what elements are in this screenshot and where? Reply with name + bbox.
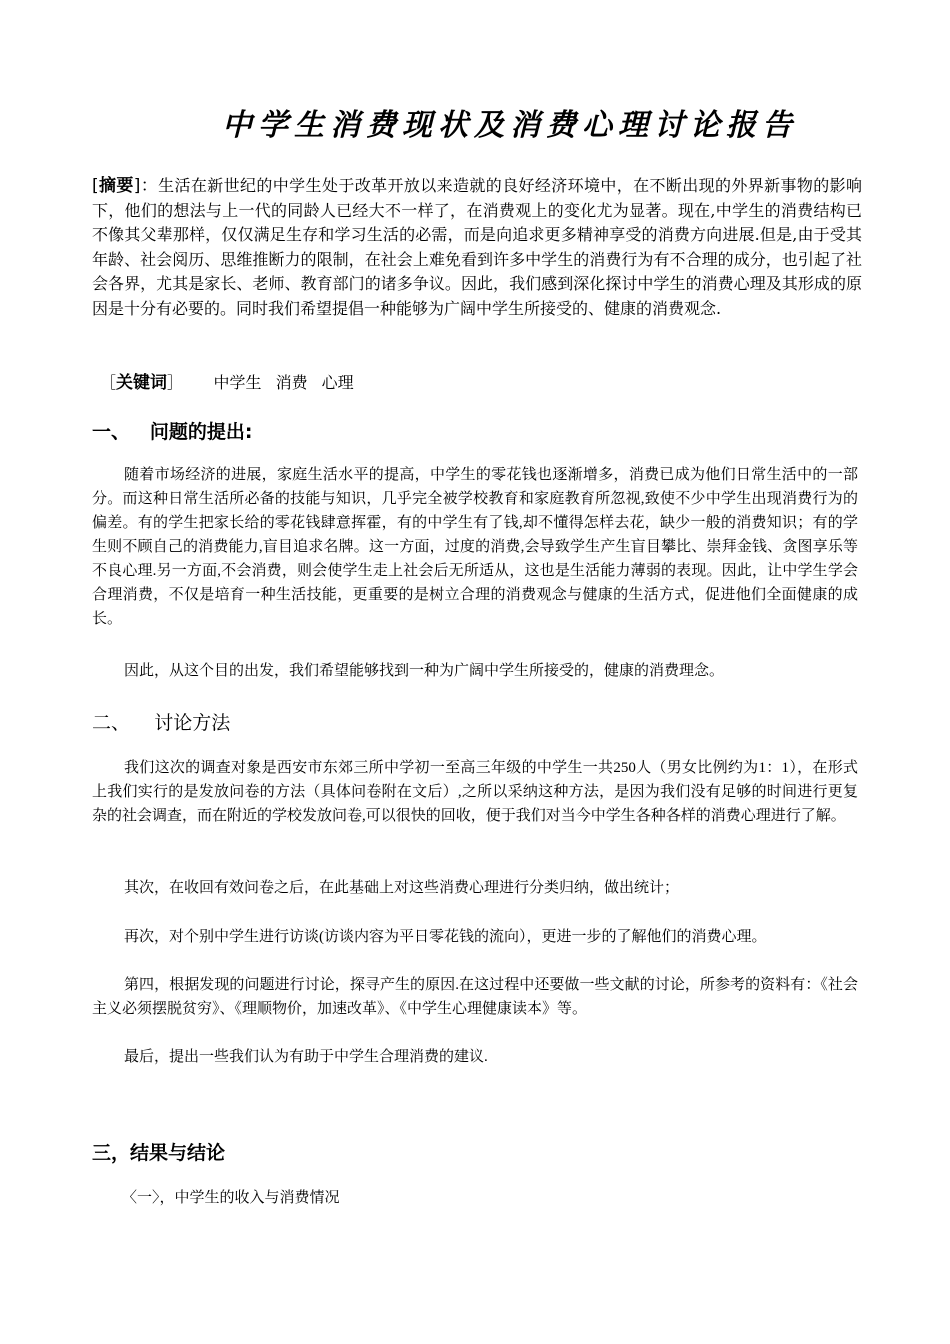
keywords-label: 关键词 bbox=[116, 373, 168, 393]
paragraph: 最后，提出一些我们认为有助于中学生合理消费的建议. bbox=[124, 1049, 488, 1065]
abstract-bracket-close: ]： bbox=[133, 176, 159, 196]
section-heading-2 bbox=[92, 708, 230, 735]
abstract-text: 生活在新世纪的中学生处于改革开放以来造就的良好经济环境中，在不断出现的外界新事物的影响下，他们的想法与上一代的同龄人已经大不一样了，在消费观上的变化尤为显著。现在,中学生的消费结构已不像其父辈那样，仅仅满足生存和学习生活的必需，而是向追求更多精神享受的消费方向进展.但是,由于受其年龄、社会阅历、思维推断力的限制，在社会上难免看到许多中学生的消费行为有不合理的成分，也引起了社会各界，尤其是家长、老师、教育部门的诸多争议。因此，我们感到深化探讨中学生的消费心理及其形成的原因是十分有必要的。同时我们希望提倡一种能够为广阔中学生所接受的、健康的消费观念. bbox=[92, 176, 862, 318]
section-number: 二、 bbox=[92, 712, 131, 734]
paragraph: 第四，根据发现的问题进行讨论，探寻产生的原因.在这过程中还要做一些文献的讨论，所参考的资料有：《社会主义必须摆脱贫穷》、《理顺物价，加速改革》、《中学生心理健康读本》等。 bbox=[92, 977, 858, 1017]
abstract-label-text: 摘要 bbox=[98, 176, 134, 196]
paragraph: 我们这次的调查对象是西安市东郊三所中学初一至高三年级的中学生一共250人（男女比例约为1：1），在形式上我们实行的是发放问卷的方法（具体问卷附在文后）,之所以采纳这种方法，是因为我们没有足够的时间进行更复杂的社会调查，而在附近的学校发放问卷,可以很快的回收，便于我们对当今中学生各种各样的消费心理进行了解。 bbox=[92, 760, 858, 824]
abstract-block bbox=[92, 174, 862, 321]
paragraph: 其次，在收回有效问卷之后，在此基础上对这些消费心理进行分类归纳，做出统计； bbox=[124, 880, 680, 896]
keyword-item: 心理 bbox=[321, 373, 354, 392]
paragraph: 再次，对个别中学生进行访谈(访谈内容为平日零花钱的流向），更进一步的了解他们的消费心理。 bbox=[124, 929, 767, 945]
section-heading-1 bbox=[92, 417, 252, 444]
keywords-bracket-close: ］ bbox=[167, 373, 184, 392]
keyword-item: 中学生 bbox=[213, 373, 262, 392]
section-heading-text: 讨论方法 bbox=[154, 712, 231, 734]
paragraph: 随着市场经济的进展，家庭生活水平的提高，中学生的零花钱也逐渐增多，消费已成为他们日常生活中的一部分。而这种日常生活所必备的技能与知识，几乎完全被学校教育和家庭教育所忽视,致使不少中学生出现消费行为的偏差。有的学生把家长给的零花钱肆意挥霍，有的中学生有了钱,却不懂得怎样去花，缺少一般的消费知识；有的学生则不顾自己的消费能力,盲目追求名牌。这一方面，过度的消费,会导致学生产生盲目攀比、崇拜金钱、贪图享乐等不良心理.另一方面,不会消费，则会使学生走上社会后无所适从，这也是生活能力薄弱的表现。因此，让中学生学会合理消费，不仅是培育一种生活技能，更重要的是树立合理的消费观念与健康的生活方式，促进他们全面健康的成长。 bbox=[92, 467, 858, 627]
keyword-item: 消费 bbox=[275, 373, 308, 392]
section-heading-3: 三，结果与结论 bbox=[92, 1142, 226, 1164]
document-title: 中学生消费现状及消费心理讨论报告 bbox=[222, 108, 798, 143]
abstract-bracket-open: [ bbox=[92, 176, 99, 196]
paragraph: 因此，从这个目的出发，我们希望能够找到一种为广阔中学生所接受的，健康的消费理念。 bbox=[124, 663, 725, 679]
abstract-label bbox=[92, 176, 158, 196]
subsection-heading: 〈一〉，中学生的收入与消费情况 bbox=[122, 1190, 340, 1206]
section-number: 一、 bbox=[92, 421, 131, 443]
section-heading-text: 问题的提出: bbox=[149, 421, 253, 443]
keywords-line bbox=[100, 371, 354, 395]
keywords-bracket-open: ［ bbox=[100, 373, 117, 392]
